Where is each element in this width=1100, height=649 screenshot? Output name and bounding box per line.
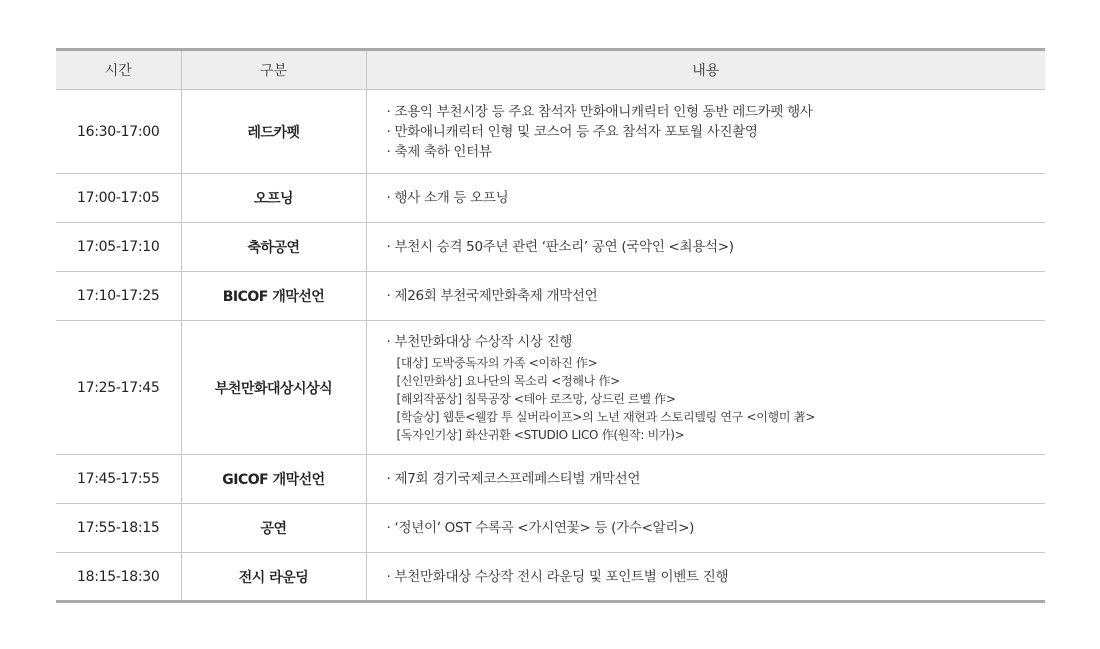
content-cell bbox=[366, 553, 1045, 602]
category-cell: 공연 bbox=[181, 504, 366, 553]
award-line: [대상] 도박중독자의 가족 <이하진 作> bbox=[396, 355, 598, 370]
table-row bbox=[56, 321, 1045, 455]
content-line: · 조용익 부천시장 등 주요 참석자 만화애니캐릭터 인형 동반 레드카펫 행사 bbox=[386, 103, 813, 120]
award-line: [독자인기상] 화산귀환 <STUDIO LICO 作(원작: 비가)> bbox=[396, 427, 685, 442]
header-category: 구분 bbox=[181, 50, 366, 90]
award-line: [신인만화상] 요나단의 목소리 <정해나 作> bbox=[396, 373, 620, 388]
time-cell: 17:00-17:05 bbox=[56, 174, 181, 223]
time-cell: 18:15-18:30 bbox=[56, 553, 181, 602]
table-header-row bbox=[56, 50, 1045, 90]
content-line: · 부천시 승격 50주년 관련 ‘판소리’ 공연 (국악인 <최용석>) bbox=[386, 239, 734, 255]
table-row bbox=[56, 90, 1045, 174]
table-row bbox=[56, 223, 1045, 272]
award-line: [해외작품상] 침묵공장 <테아 로즈망, 상드린 르벨 作> bbox=[396, 391, 676, 406]
category-cell: GICOF 개막선언 bbox=[181, 455, 366, 504]
content-line: · 부천만화대상 수상작 시상 진행 bbox=[386, 333, 573, 350]
content-cell bbox=[366, 321, 1045, 455]
content-line: · 행사 소개 등 오프닝 bbox=[386, 190, 509, 206]
content-line: · 축제 축하 인터뷰 bbox=[386, 143, 492, 160]
category-cell: BICOF 개막선언 bbox=[181, 272, 366, 321]
table-row bbox=[56, 504, 1045, 553]
category-cell: 부천만화대상시상식 bbox=[181, 321, 366, 455]
content-cell bbox=[366, 174, 1045, 223]
header-time: 시간 bbox=[56, 50, 181, 90]
time-cell: 17:10-17:25 bbox=[56, 272, 181, 321]
time-cell: 17:45-17:55 bbox=[56, 455, 181, 504]
content-cell bbox=[366, 223, 1045, 272]
time-cell: 16:30-17:00 bbox=[56, 90, 181, 174]
category-cell: 축하공연 bbox=[181, 223, 366, 272]
time-cell: 17:55-18:15 bbox=[56, 504, 181, 553]
schedule-table bbox=[56, 48, 1045, 603]
table-row bbox=[56, 553, 1045, 602]
content-cell bbox=[366, 90, 1045, 174]
table-row bbox=[56, 272, 1045, 321]
content-line: · 부천만화대상 수상작 전시 라운딩 및 포인트별 이벤트 진행 bbox=[386, 568, 729, 585]
content-cell bbox=[366, 272, 1045, 321]
header-content: 내용 bbox=[366, 50, 1045, 90]
content-line: · 제26회 부천국제만화축제 개막선언 bbox=[386, 288, 598, 304]
content-line: · 제7회 경기국제코스프레페스티벌 개막선언 bbox=[386, 471, 641, 487]
table-row bbox=[56, 174, 1045, 223]
category-cell: 오프닝 bbox=[181, 174, 366, 223]
category-cell: 전시 라운딩 bbox=[181, 553, 366, 602]
time-cell: 17:05-17:10 bbox=[56, 223, 181, 272]
content-line: · 만화애니캐릭터 인형 및 코스어 등 주요 참석자 포토월 사진촬영 bbox=[386, 123, 758, 140]
award-line: [학술상] 웹툰<웰캄 투 실버라이프>의 노년 재현과 스토리텔링 연구 <이행미 著> bbox=[396, 409, 816, 424]
content-cell bbox=[366, 455, 1045, 504]
content-cell bbox=[366, 504, 1045, 553]
category-cell: 레드카펫 bbox=[181, 90, 366, 174]
content-line: · ‘정년이’ OST 수록곡 <가시연꽃> 등 (가수<알리>) bbox=[386, 520, 695, 536]
time-cell: 17:25-17:45 bbox=[56, 321, 181, 455]
table-row bbox=[56, 455, 1045, 504]
